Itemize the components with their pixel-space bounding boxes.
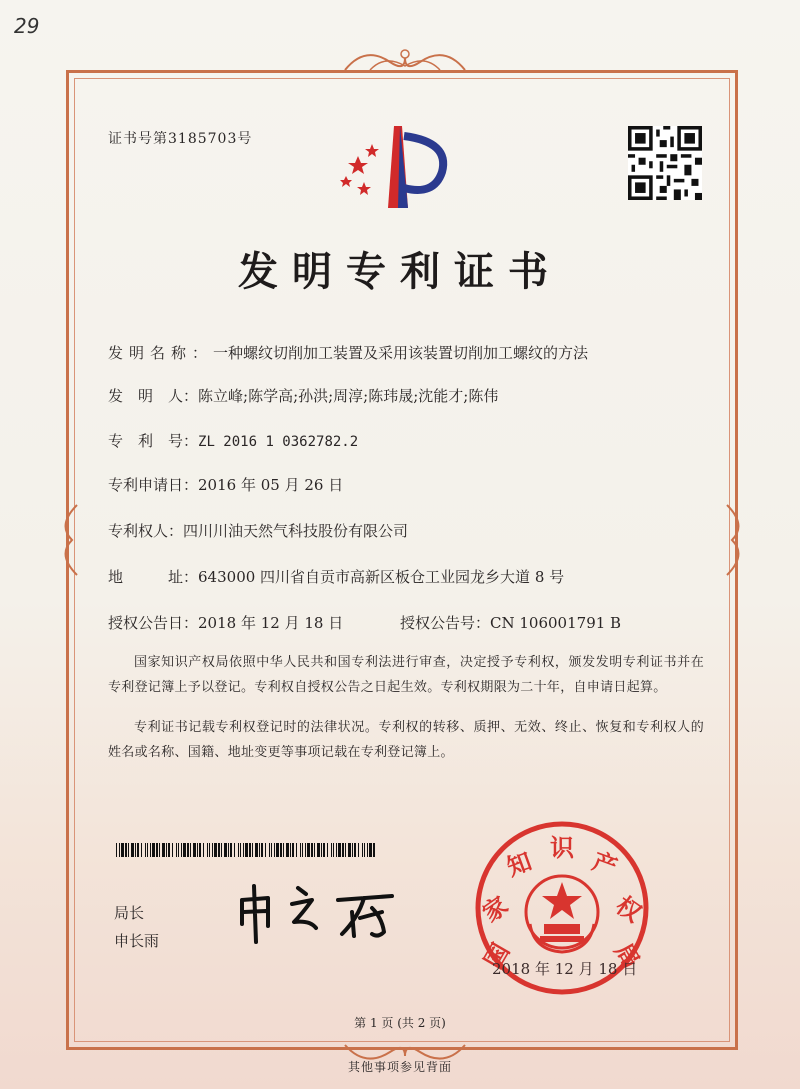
certificate-title: 发明专利证书	[238, 248, 562, 295]
patent-no-value: ZL 2016 1 0362782.2	[198, 434, 359, 450]
svg-text:知: 知	[502, 846, 536, 882]
svg-text:国: 国	[478, 938, 516, 974]
right-ornament	[722, 500, 752, 580]
address-row	[108, 566, 564, 587]
grant-no-row	[400, 612, 621, 633]
director-signature	[232, 878, 432, 948]
cnipa-logo-icon	[338, 122, 458, 218]
director-name: 申长雨	[114, 932, 160, 950]
seal-date: 2018 年 12 月 18 日	[492, 960, 638, 978]
paragraph-legal-status: 专利证书记载专利权登记时的法律状况。专利权的转移、质押、无效、终止、恢复和专利权人的姓名或名称、国籍、地址变更等事项记载在专利登记簿上。	[108, 720, 704, 760]
handwritten-mark: 29	[14, 14, 40, 38]
patentee-row	[108, 520, 408, 541]
paragraph-grant-statement: 国家知识产权局依照中华人民共和国专利法进行审查，决定授予专利权，颁发发明专利证书并在专利登记簿上予以登记。专利权自授权公告之日起生效。专利权期限为二十年，自申请日起算。	[108, 655, 704, 695]
left-ornament	[52, 500, 82, 580]
inventors-label: 发 明 人：	[108, 387, 199, 405]
barcode-icon	[116, 843, 376, 857]
grant-no-value: CN 106001791 B	[490, 614, 622, 632]
svg-text:局: 局	[608, 938, 646, 974]
grant-date-value: 2018 年 12 月 18 日	[198, 614, 344, 632]
grant-date-row	[108, 612, 343, 633]
address-value: 643000 四川省自贡市高新区板仓工业园龙乡大道 8 号	[198, 568, 565, 586]
svg-text:权: 权	[610, 890, 648, 928]
svg-text:产: 产	[588, 846, 622, 882]
inventors-value: 陈立峰;陈学高;孙洪;周淳;陈玮晟;沈能才;陈伟	[198, 387, 499, 405]
invention-name-value: 一种螺纹切削加工装置及采用该装置切削加工螺纹的方法	[213, 344, 589, 362]
address-label: 地 址：	[108, 568, 199, 586]
patent-no-label: 专 利 号：	[108, 432, 199, 450]
svg-text:家: 家	[476, 890, 514, 928]
application-date-label: 专利申请日：	[108, 476, 199, 494]
application-date-value: 2016 年 05 月 26 日	[198, 476, 344, 494]
director-title: 局长	[114, 904, 145, 922]
patent-no-row	[108, 430, 358, 451]
patentee-label: 专利权人：	[108, 522, 184, 540]
top-ornament	[340, 40, 470, 80]
inventors-row	[108, 385, 498, 406]
invention-name-label: 发明名称：	[108, 344, 214, 362]
invention-name-row	[108, 342, 588, 363]
qr-code-icon	[628, 126, 702, 200]
application-date-row	[108, 474, 343, 495]
svg-text:识: 识	[550, 833, 574, 862]
grant-date-label: 授权公告日：	[108, 614, 199, 632]
certificate-number: 证书号第3185703号	[108, 131, 253, 147]
grant-no-label: 授权公告号：	[400, 614, 491, 632]
patentee-value: 四川川油天然气科技股份有限公司	[183, 522, 409, 540]
back-note: 其他事项参见背面	[347, 1060, 452, 1074]
page-indicator: 第 1 页 (共 2 页)	[354, 1016, 446, 1030]
